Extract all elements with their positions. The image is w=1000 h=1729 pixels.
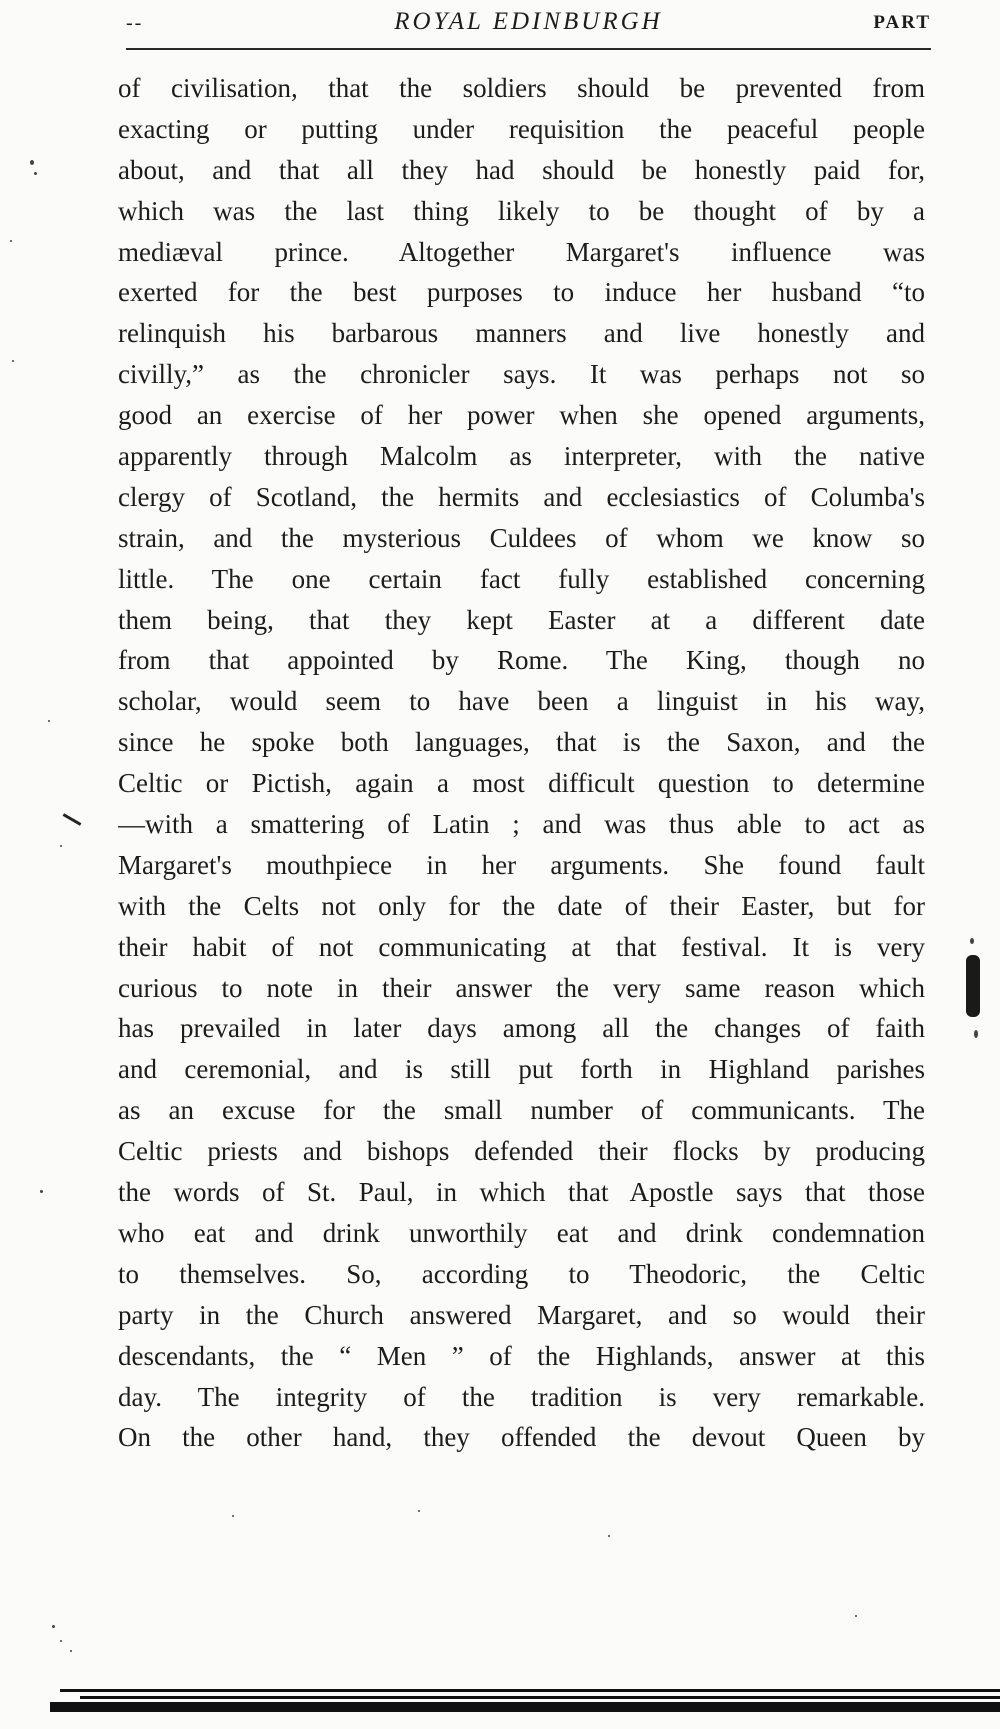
bottom-rule-thick	[50, 1702, 1000, 1712]
text-line: good an exercise of her power when she opened arguments,	[118, 400, 925, 431]
text-line: party in the Church answered Margaret, and so would their	[118, 1299, 925, 1330]
text-line: strain, and the mysterious Culdees of whom we know so	[118, 522, 925, 553]
text-line: to themselves. So, according to Theodoric, the Celtic	[118, 1258, 925, 1289]
scan-speck	[418, 1510, 420, 1512]
text-line: has prevailed in later days among all the changes of faith	[118, 1013, 925, 1044]
text-line: and ceremonial, and is still put forth in Highland parishes	[118, 1054, 925, 1085]
scan-speck	[12, 360, 14, 362]
text-line: their habit of not communicating at that festival. It is very	[118, 931, 925, 962]
margin-dash-mark	[63, 813, 82, 826]
text-line: scholar, would seem to have been a linguist in his way,	[118, 686, 925, 717]
scan-speck	[30, 160, 34, 165]
scan-speck	[10, 240, 12, 242]
scan-speck	[48, 720, 50, 722]
bottom-rule-thin	[60, 1689, 1000, 1692]
scan-speck	[52, 1625, 55, 1628]
text-line: On the other hand, they offended the devout Queen by	[118, 1422, 925, 1453]
text-line: which was the last thing likely to be thought of by a	[118, 195, 925, 226]
text-line: curious to note in their answer the very same reason which	[118, 972, 925, 1003]
scan-speck	[608, 1535, 610, 1537]
scan-speck	[974, 1030, 978, 1038]
bottom-rule-thin	[80, 1696, 1000, 1699]
scan-speck	[60, 1640, 62, 1642]
text-line: them being, that they kept Easter at a different date	[118, 604, 925, 635]
text-line: day. The integrity of the tradition is very remarkable.	[118, 1381, 925, 1412]
text-line: —with a smattering of Latin ; and was thus able to act as	[118, 809, 925, 840]
scan-speck	[34, 172, 37, 175]
running-head-title: ROYAL EDINBURGH	[394, 8, 663, 35]
text-line: exacting or putting under requisition the peaceful people	[118, 113, 925, 144]
text-line: with the Celts not only for the date of their Easter, but for	[118, 890, 925, 921]
text-line: civilly,” as the chronicler says. It was perhaps not so	[118, 359, 925, 390]
text-line: Celtic or Pictish, again a most difficult question to determine	[118, 768, 925, 799]
body-text	[118, 68, 925, 1458]
running-head-part: PART	[873, 12, 931, 33]
text-line: since he spoke both languages, that is the Saxon, and the	[118, 727, 925, 758]
text-line: Celtic priests and bishops defended their flocks by producing	[118, 1136, 925, 1167]
text-line: about, and that all they had should be honestly paid for,	[118, 154, 925, 185]
text-line: Margaret's mouthpiece in her arguments. She found fault	[118, 849, 925, 880]
running-head-left-mark: --	[126, 12, 144, 34]
text-line: relinquish his barbarous manners and live honestly and	[118, 318, 925, 349]
header-rule	[126, 48, 931, 50]
text-line: mediæval prince. Altogether Margaret's influence was	[118, 236, 925, 267]
scan-speck	[855, 1615, 857, 1617]
text-line: descendants, the “ Men ” of the Highlands, answer at this	[118, 1340, 925, 1371]
scan-speck	[232, 1515, 234, 1517]
text-line: apparently through Malcolm as interpreter, with the native	[118, 441, 925, 472]
text-line: exerted for the best purposes to induce her husband “to	[118, 277, 925, 308]
margin-smudge	[966, 955, 980, 1017]
text-line: little. The one certain fact fully established concerning	[118, 563, 925, 594]
running-head	[126, 6, 931, 40]
text-line: as an excuse for the small number of communicants. The	[118, 1095, 925, 1126]
scan-speck	[70, 1650, 72, 1652]
text-line: who eat and drink unworthily eat and drink condemnation	[118, 1217, 925, 1248]
text-line: clergy of Scotland, the hermits and ecclesiastics of Columba's	[118, 481, 925, 512]
scan-speck	[40, 1190, 43, 1193]
scan-speck	[60, 845, 62, 847]
text-line: of civilisation, that the soldiers should be prevented from	[118, 73, 925, 103]
bottom-scan-bar	[40, 1685, 1000, 1715]
text-line: from that appointed by Rome. The King, though no	[118, 645, 925, 676]
text-line: the words of St. Paul, in which that Apostle says that those	[118, 1177, 925, 1208]
scan-speck	[970, 938, 974, 944]
